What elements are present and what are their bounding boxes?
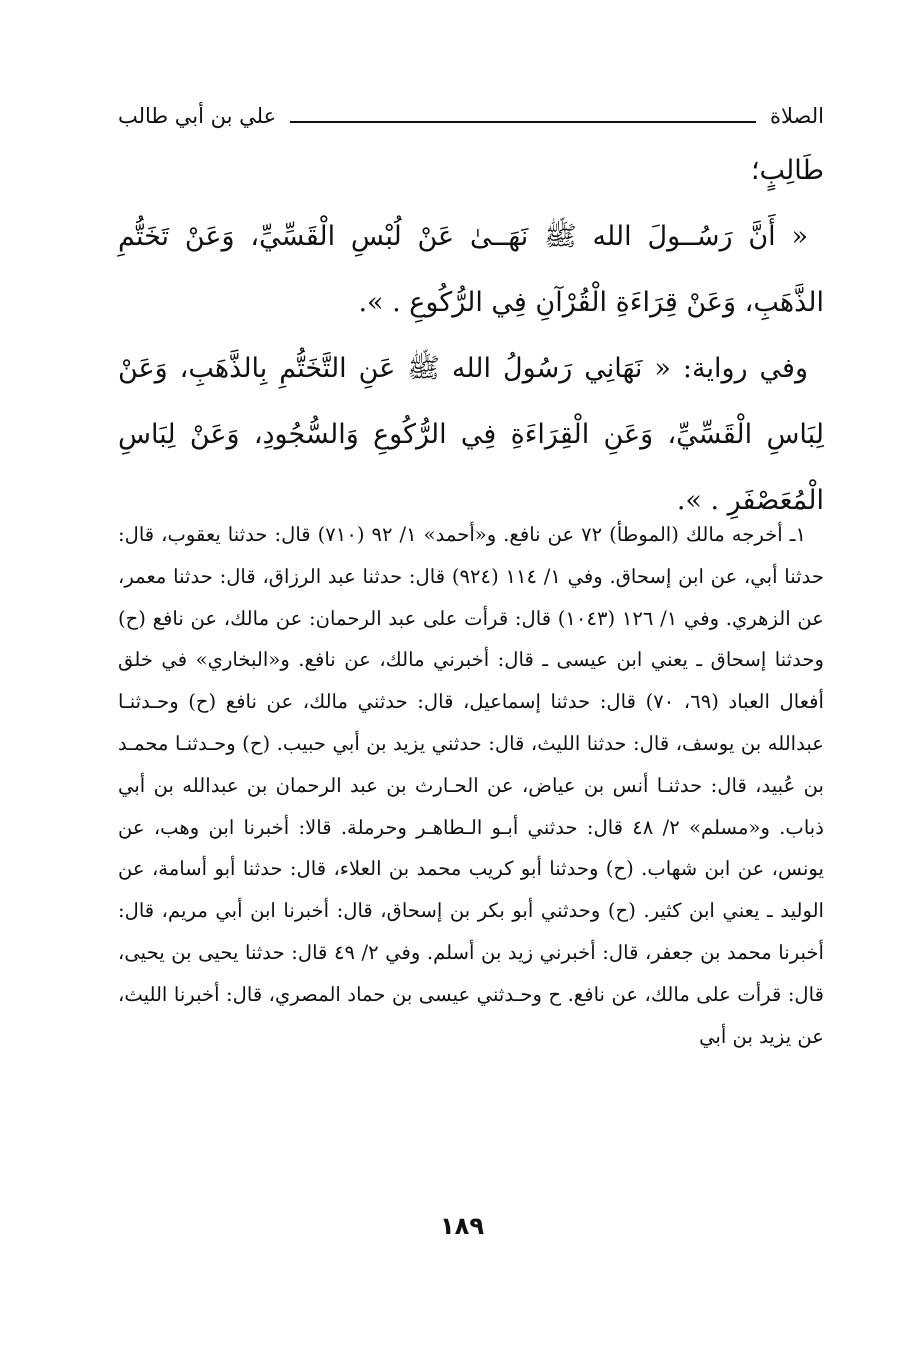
hadith-text: « أَنَّ رَسُــولَ الله ﷺ نَهَــىٰ عَنْ لُبْسِ الْقَسِّيِّ، وَعَنْ تَخَتُّمِ الذَّهَبِ، وَعَنْ قِرَاءَةِ الْقُرْآنِ فِي الرُّكُوعِ . ». (118, 221, 824, 318)
continuation-fragment: طَالِبٍ؛ (750, 155, 824, 186)
author-name: علي بن أبي طالب (118, 104, 277, 128)
running-header (118, 98, 824, 134)
footnote (118, 514, 824, 1057)
header-rule (290, 121, 756, 123)
page-number: ١٨٩ (440, 1212, 484, 1240)
variant-narration: وفي رواية: « نَهَانِي رَسُولُ الله ﷺ عَنِ التَّخَتُّمِ بِالذَّهَبِ، وَعَنْ لِبَاسِ الْقَسِّيِّ، وَعَنِ الْقِرَاءَةِ فِي الرُّكُوعِ وَالسُّجُودِ، وَعَنْ لِبَاسِ الْمُعَصْفَرِ . ». (118, 353, 824, 516)
footnote-text: ١ـ أخرجه مالك (الموطأ) ٧٢ عن نافع. و«أحمد» ١/ ٩٢ (٧١٠) قال: حدثنا يعقوب، قال: حدثنا أبي، عن ابن إسحاق. وفي ١/ ١١٤ (٩٢٤) قال: حدثنا عبد الرزاق، قال: حدثنا معمر، عن الزهري. وفي ١/ ١٢٦ (١٠٤٣) قال: قرأت على عبد الرحمان: عن مالك، عن نافع (ح) وحدثنا إسحاق ـ يعني ابن عيسى ـ قال: أخبرني مالك، عن نافع. و«البخاري» في خلق أفعال العباد (٦٩، ٧٠) قال: حدثنا إسماعيل، قال: حدثني مالك، عن نافع (ح) وحـدثنـا عبدالله بن يوسف، قال: حدثنا الليث، قال: حدثني يزيد بن أبي حبيب. (ح) وحـدثنـا محمـد بن عُبيد، قال: حدثنـا أنس بن عياض، عن الحـارث بن عبد الرحمان بن عبدالله بن أبي ذباب. و«مسلم» ٢/ ٤٨ قال: حدثني أبـو الـطاهـر وحرملة. قالا: أخبرنا ابن وهب، عن يونس، عن ابن شهاب. (ح) وحدثنا أبو كريب محمد بن العلاء، قال: حدثنا أبو أسامة، عن الوليد ـ يعني ابن كثير. (ح) وحدثني أبو بكر بن إسحاق، قال: أخبرنا ابن أبي مريم، قال: أخبرنا محمد بن جعفر، قال: أخبرني زيد بن أسلم. وفي ٢/ ٤٩ قال: حدثنا يحيى بن يحيى، قال: قرأت على مالك، عن نافع. ح وحـدثني عيسى بن حماد المصري، قال: أخبرنا الليث، عن يزيد بن أبي (118, 523, 824, 1048)
main-text (118, 138, 824, 534)
section-title: الصلاة (770, 104, 824, 128)
